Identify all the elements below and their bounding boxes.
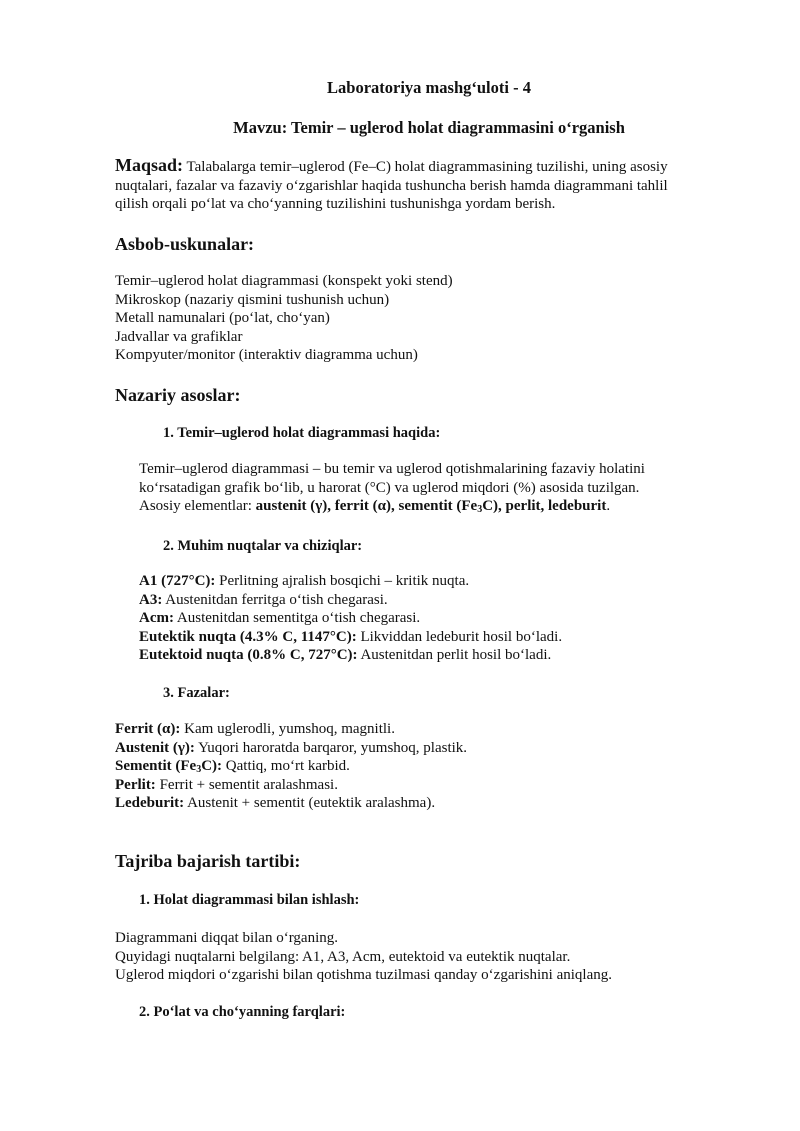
phase-text: Kam uglerodli, yumshoq, magnitli.: [180, 721, 395, 737]
maqsad-paragraph: [115, 156, 668, 214]
phase-label-a: Sementit (Fe: [115, 758, 197, 775]
maqsad-line-1: Talabalarga temir–uglerod (Fe–C) holat diagrammasining tuzilishi, uning asosiy: [186, 159, 668, 175]
asbob-item: Temir–uglerod holat diagrammasi (konspekt yoki stend): [115, 273, 453, 289]
nazariy-sub1-paragraph: [139, 460, 645, 516]
lab-title: Laboratoriya mashg‘uloti - 4: [327, 78, 531, 97]
points-list: [139, 572, 562, 665]
maqsad-label: Maqsad:: [115, 155, 184, 175]
phase-text: Yuqori haroratda barqaror, yumshoq, plastik.: [194, 739, 468, 756]
point-text: Likviddan ledeburit hosil bo‘ladi.: [356, 628, 563, 645]
point-text: Perlitning ajralish bosqichi – kritik nuqta.: [215, 573, 470, 589]
phase-label: Perlit:: [115, 776, 156, 793]
point-label: Eutektoid nuqta (0.8% C, 727°C):: [139, 647, 358, 664]
point-label: Eutektik nuqta (4.3% C, 1147°C):: [139, 628, 357, 645]
point-text: Austenitdan perlit hosil bo‘ladi.: [357, 647, 552, 664]
phase-text: Qattiq, mo‘rt karbid.: [222, 758, 350, 775]
nazariy-sub1-line-1: Temir–uglerod diagrammasi – bu temir va uglerod qotishmalarining fazaviy holatini: [139, 461, 645, 477]
tajriba-step: Quyidagi nuqtalarni belgilang: A1, A3, Acm, eutektoid va eutektik nuqtalar.: [115, 948, 571, 965]
nazariy-sub2-heading: 2. Muhim nuqtalar va chiziqlar:: [163, 538, 363, 554]
nazariy-heading: Nazariy asoslar:: [115, 385, 241, 405]
nazariy-sub3-heading: 3. Fazalar:: [163, 685, 230, 701]
phase-label: Ferrit (α):: [115, 721, 181, 737]
point-text: Austenitdan sementitga o‘tish chegarasi.: [173, 610, 421, 627]
tajriba-sub1-heading: 1. Holat diagrammasi bilan ishlash:: [139, 892, 360, 908]
point-label: A3:: [139, 591, 163, 608]
tajriba-sub1-list: [115, 929, 612, 985]
asbob-heading: Asbob-uskunalar:: [115, 234, 255, 254]
phase-text: Ferrit + sementit aralashmasi.: [155, 776, 338, 793]
tajriba-step: Diagrammani diqqat bilan o‘rganing.: [115, 930, 339, 946]
point-text: Austenitdan ferritga o‘tish chegarasi.: [162, 591, 388, 608]
phases-list: [115, 720, 467, 813]
point-label: A1 (727°C):: [139, 573, 216, 589]
maqsad-line-2: nuqtalari, fazalar va fazaviy o‘zgarishlar haqida tushuncha berish hamda diagrammani tahlil: [115, 177, 668, 194]
tajriba-heading: Tajriba bajarish tartibi:: [115, 851, 301, 871]
elements-list-b: C), perlit, ledeburit: [482, 498, 607, 515]
nazariy-sub1-heading: 1. Temir–uglerod holat diagrammasi haqida:: [163, 425, 441, 441]
phase-label-sub: 3: [196, 764, 202, 776]
asbob-list: [115, 272, 453, 365]
topic-title: Mavzu: Temir – uglerod holat diagrammasini o‘rganish: [233, 118, 625, 137]
elements-list-a: austenit (γ), ferrit (α), sementit (Fe: [255, 498, 478, 515]
asbob-item: Metall namunalari (po‘lat, cho‘yan): [115, 310, 330, 327]
phase-label-b: C):: [201, 758, 223, 775]
phase-label: Ledeburit:: [115, 795, 185, 812]
phase-label: Austenit (γ):: [115, 739, 195, 756]
asbob-item: Mikroskop (nazariy qismini tushunish uchun): [115, 291, 390, 308]
tajriba-step: Uglerod miqdori o‘zgarishi bilan qotishma tuzilmasi qanday o‘zgarishini aniqlang.: [115, 967, 612, 984]
elements-list-sub: 3: [477, 504, 483, 516]
phase-text: Austenit + sementit (eutektik aralashma).: [184, 795, 436, 812]
tajriba-sub2-heading: 2. Po‘lat va cho‘yanning farqlari:: [139, 1004, 346, 1020]
nazariy-sub1-line-3-suffix: .: [606, 498, 611, 515]
nazariy-sub1-line-3-prefix: Asosiy elementlar:: [139, 498, 256, 515]
maqsad-line-3: qilish orqali po‘lat va cho‘yanning tuzilishini tushunishga yordam berish.: [115, 196, 556, 213]
asbob-item: Kompyuter/monitor (interaktiv diagramma uchun): [115, 347, 418, 364]
asbob-item: Jadvallar va grafiklar: [115, 328, 243, 345]
point-label: Acm:: [139, 610, 174, 627]
nazariy-sub1-line-2: ko‘rsatadigan grafik bo‘lib, u harorat (°C) va uglerod miqdori (%) asosida tuzilgan.: [139, 479, 640, 496]
